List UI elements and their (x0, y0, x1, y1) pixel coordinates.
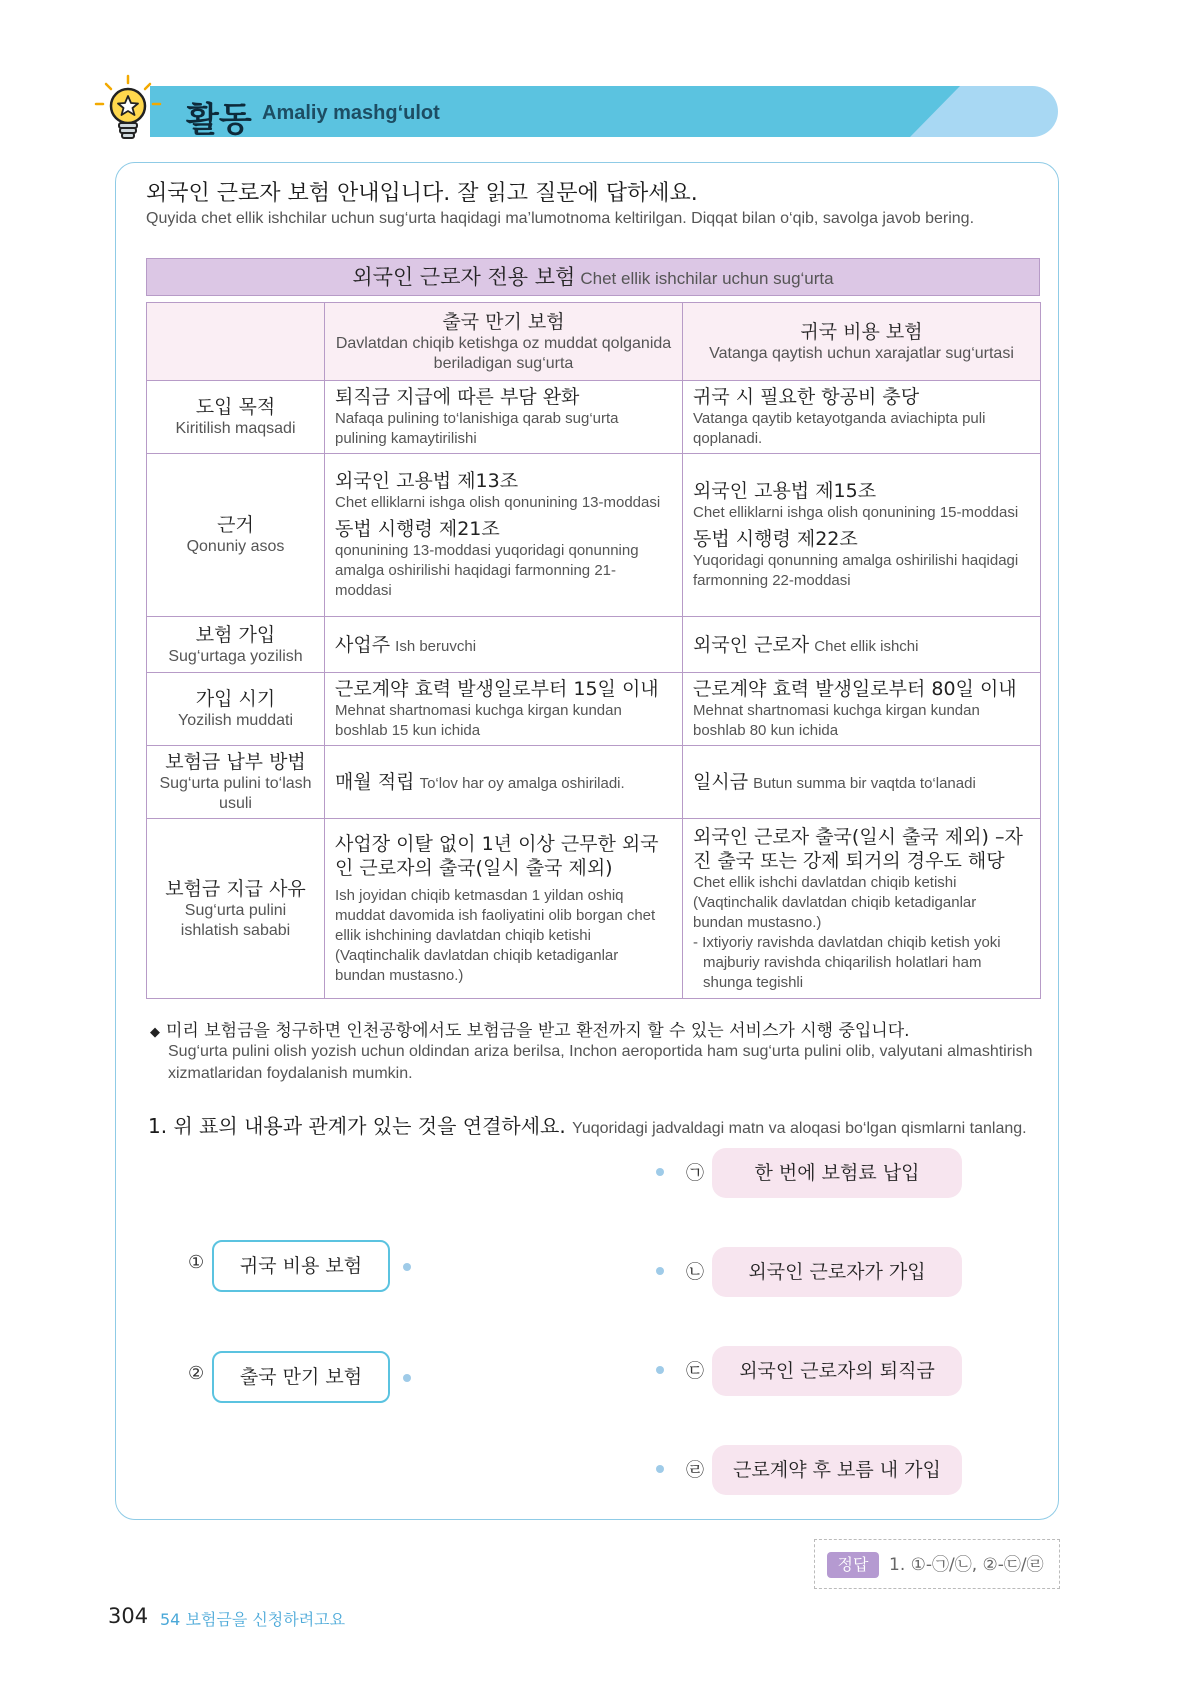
table-corner-cell (147, 303, 325, 381)
banner-diagonal (910, 86, 960, 137)
table-row (147, 381, 1041, 454)
answer-box (814, 1539, 1060, 1589)
connector-dot[interactable] (403, 1263, 411, 1271)
table-cell (683, 617, 1041, 673)
header-title: 활동 (186, 100, 252, 140)
cell-uzbek: Yuqoridagi qonunning amalga oshirilishi haqidagi farmonning 22-moddasi (693, 552, 1019, 589)
cell-uzbek: To‘lov har oy amalga oshiriladi. (419, 775, 625, 792)
row-label-uzbek: Yozilish muddati (177, 712, 294, 729)
cell-uzbek: Mehnat shartnomasi kuchga kirgan kundan boshlab 80 kun ichida (693, 702, 980, 739)
connector-dot[interactable] (656, 1168, 664, 1176)
table-cell (683, 819, 1041, 999)
connector-dot[interactable] (656, 1366, 664, 1374)
cell-uzbek: Ish joyidan chiqib ketmasdan 1 yildan oshiq muddat davomida ish faoliyatini olib borgan chet ellik ishchining davlatdan chiqib ketishi (Vaqtinchalik davlatdan chiqib ketadiganlar bundan mustasno.) (335, 886, 656, 984)
table-row (147, 454, 1041, 617)
cell-korean: 외국인 고용법 제13조 (335, 470, 519, 492)
question-korean: 1. 위 표의 내용과 관계가 있는 것을 연결하세요. (148, 1114, 566, 1138)
option-box[interactable]: 외국인 근로자의 퇴직금 (712, 1346, 962, 1396)
table-cell (325, 819, 683, 999)
column-header-departure-insurance (325, 303, 683, 381)
column-header-return-cost-insurance (683, 303, 1041, 381)
cell-korean: 동법 시행령 제22조 (693, 528, 858, 550)
table-cell (325, 746, 683, 819)
table-cell (325, 454, 683, 617)
table-cell (325, 381, 683, 454)
cell-uzbek: Ish beruvchi (395, 637, 477, 655)
item-box[interactable]: 귀국 비용 보험 (212, 1240, 390, 1292)
note-korean-text: 미리 보험금을 청구하면 인천공항에서도 보험금을 받고 환전까지 할 수 있는 서비스가 시행 중입니다. (166, 1021, 910, 1041)
row-label-korean: 가입 시기 (195, 688, 276, 710)
cell-uzbek: Vatanga qaytib ketayotganda aviachipta puli qoplanadi. (693, 410, 986, 447)
row-label-korean: 보험금 납부 방법 (165, 751, 306, 773)
cell-uzbek: Chet ellik ishchi (814, 637, 919, 655)
option-mark: ㉣ (686, 1460, 704, 1481)
note-uzbek: Sug‘urta pulini olish yozish uchun oldindan ariza berilsa, Inchon aeroportida ham sug‘urta pulini olib, valyutani almashtirish xizmatlaridan foydalanish mumkin. (168, 1043, 1033, 1082)
row-label-uzbek: Qonuniy asos (186, 538, 285, 555)
table-cell (683, 746, 1041, 819)
instruction-uzbek: Quyida chet ellik ishchilar uchun sug‘urta haqidagi ma’lumotnoma keltirilgan. Diqqat bilan o‘qib, savolga javob bering. (146, 210, 975, 227)
cell-korean: 일시금 (693, 771, 749, 793)
row-label (147, 617, 325, 673)
table-row (147, 819, 1041, 999)
option-mark: ㉠ (686, 1163, 704, 1184)
cell-uzbek: Chet elliklarni ishga olish qonunining 13-moddasi (335, 494, 661, 511)
cell-korean: 매월 적립 (335, 771, 415, 793)
cell-uzbek: qonunining 13-moddasi yuqoridagi qonunning amalga oshirilishi haqidagi farmonning 21-moddasi (335, 542, 639, 599)
cell-korean: 근로계약 효력 발생일로부터 15일 이내 (335, 678, 659, 700)
cell-uzbek: Mehnat shartnomasi kuchga kirgan kundan boshlab 15 kun ichida (335, 702, 622, 739)
row-label (147, 454, 325, 617)
item-number: ① (188, 1252, 205, 1273)
table-cell (683, 673, 1041, 746)
row-label-korean: 보험금 지급 사유 (165, 877, 306, 900)
cell-uzbek: Nafaqa pulining to‘lanishiga qarab sug‘urta pulining kamaytirilishi (335, 410, 619, 447)
cell-korean: 외국인 고용법 제15조 (693, 480, 877, 502)
cell-uzbek: - Ixtiyoriy ravishda davlatdan chiqib ketish yoki majburiy ravishda chiqarilish holatlari ham shunga tegishli (693, 933, 1001, 991)
row-label-korean: 도입 목적 (195, 396, 276, 418)
option-mark: ㉢ (686, 1361, 704, 1382)
table-header-row (147, 303, 1041, 381)
connector-dot[interactable] (656, 1465, 664, 1473)
item-number: ② (188, 1363, 205, 1384)
cell-korean: 사업주 (335, 633, 391, 656)
row-label (147, 819, 325, 999)
cell-korean: 동법 시행령 제21조 (335, 518, 500, 540)
table-cell (325, 617, 683, 673)
cell-uzbek: Butun summa bir vaqtda to‘lanadi (753, 775, 976, 792)
lightbulb-star-icon (92, 74, 164, 144)
table-cell (325, 673, 683, 746)
row-label-korean: 근거 (217, 514, 254, 536)
option-box[interactable]: 근로계약 후 보름 내 가입 (712, 1445, 962, 1495)
table-row (147, 673, 1041, 746)
cell-uzbek: Chet elliklarni ishga olish qonunining 15-moddasi (693, 504, 1019, 521)
cell-korean: 근로계약 효력 발생일로부터 80일 이내 (693, 678, 1017, 700)
cell-korean: 귀국 시 필요한 항공비 충당 (693, 386, 920, 408)
item-box[interactable]: 출국 만기 보험 (212, 1351, 390, 1403)
cell-uzbek: Chet ellik ishchi davlatdan chiqib ketishi (Vaqtinchalik davlatdan chiqib ketadiganlar bundan mustasno.) (693, 873, 977, 931)
row-label-uzbek: Sug‘urta pulini to‘lash usuli (159, 775, 312, 812)
table-cell (683, 454, 1041, 617)
row-label (147, 673, 325, 746)
row-label-uzbek: Sug‘urtaga yozilish (168, 647, 303, 665)
table-title-korean: 외국인 근로자 전용 보험 (352, 265, 576, 289)
connector-dot[interactable] (403, 1374, 411, 1382)
cell-korean: 퇴직금 지급에 따른 부담 완화 (335, 386, 580, 408)
diamond-bullet-icon: ◆ (150, 1025, 160, 1040)
row-label (147, 381, 325, 454)
option-mark: ㉡ (686, 1262, 704, 1283)
instruction-korean: 외국인 근로자 보험 안내입니다. 잘 읽고 질문에 답하세요. (146, 181, 698, 206)
answer-badge: 정답 (827, 1552, 879, 1578)
column-header-korean: 출국 만기 보험 (442, 310, 565, 333)
row-label (147, 746, 325, 819)
header-subtitle: Amaliy mashg‘ulot (262, 102, 440, 124)
row-label-uzbek: Sug‘urta pulini ishlatish sababi (180, 901, 291, 939)
cell-korean: 사업장 이탈 없이 1년 이상 근무한 외국인 근로자의 출국(일시 출국 제외) (335, 832, 659, 879)
option-box[interactable]: 외국인 근로자가 가입 (712, 1247, 962, 1297)
chapter-title: 54 보험금을 신청하려고요 (160, 1610, 346, 1629)
insurance-table (146, 302, 1041, 999)
row-label-uzbek: Kiritilish maqsadi (175, 420, 296, 437)
question-1 (148, 1110, 1027, 1139)
note-korean (150, 1016, 910, 1041)
answer-text: 1. ①-㉠/㉡, ②-㉢/㉣ (889, 1555, 1044, 1575)
connector-dot[interactable] (656, 1267, 664, 1275)
table-title (146, 258, 1040, 296)
column-header-uzbek: Vatanga qaytish uchun xarajatlar sug‘urtasi (709, 344, 1014, 362)
table-row (147, 746, 1041, 819)
table-title-uzbek: Chet ellik ishchilar uchun sug‘urta (580, 269, 834, 288)
column-header-uzbek: Davlatdan chiqib ketishga oz muddat qolganida beriladigan sug‘urta (335, 334, 672, 372)
table-cell (683, 381, 1041, 454)
cell-korean: 외국인 근로자 (693, 633, 810, 656)
page-number: 304 (108, 1604, 149, 1628)
question-uzbek: Yuqoridagi jadvaldagi matn va aloqasi bo‘lgan qismlarni tanlang. (572, 1120, 1027, 1137)
table-row (147, 617, 1041, 673)
option-box[interactable]: 한 번에 보험료 납입 (712, 1148, 962, 1198)
column-header-korean: 귀국 비용 보험 (800, 320, 923, 343)
row-label-korean: 보험 가입 (195, 623, 276, 646)
cell-korean: 외국인 근로자 출국(일시 출국 제외) –자진 출국 또는 강제 퇴거의 경우도 해당 (693, 825, 1023, 872)
